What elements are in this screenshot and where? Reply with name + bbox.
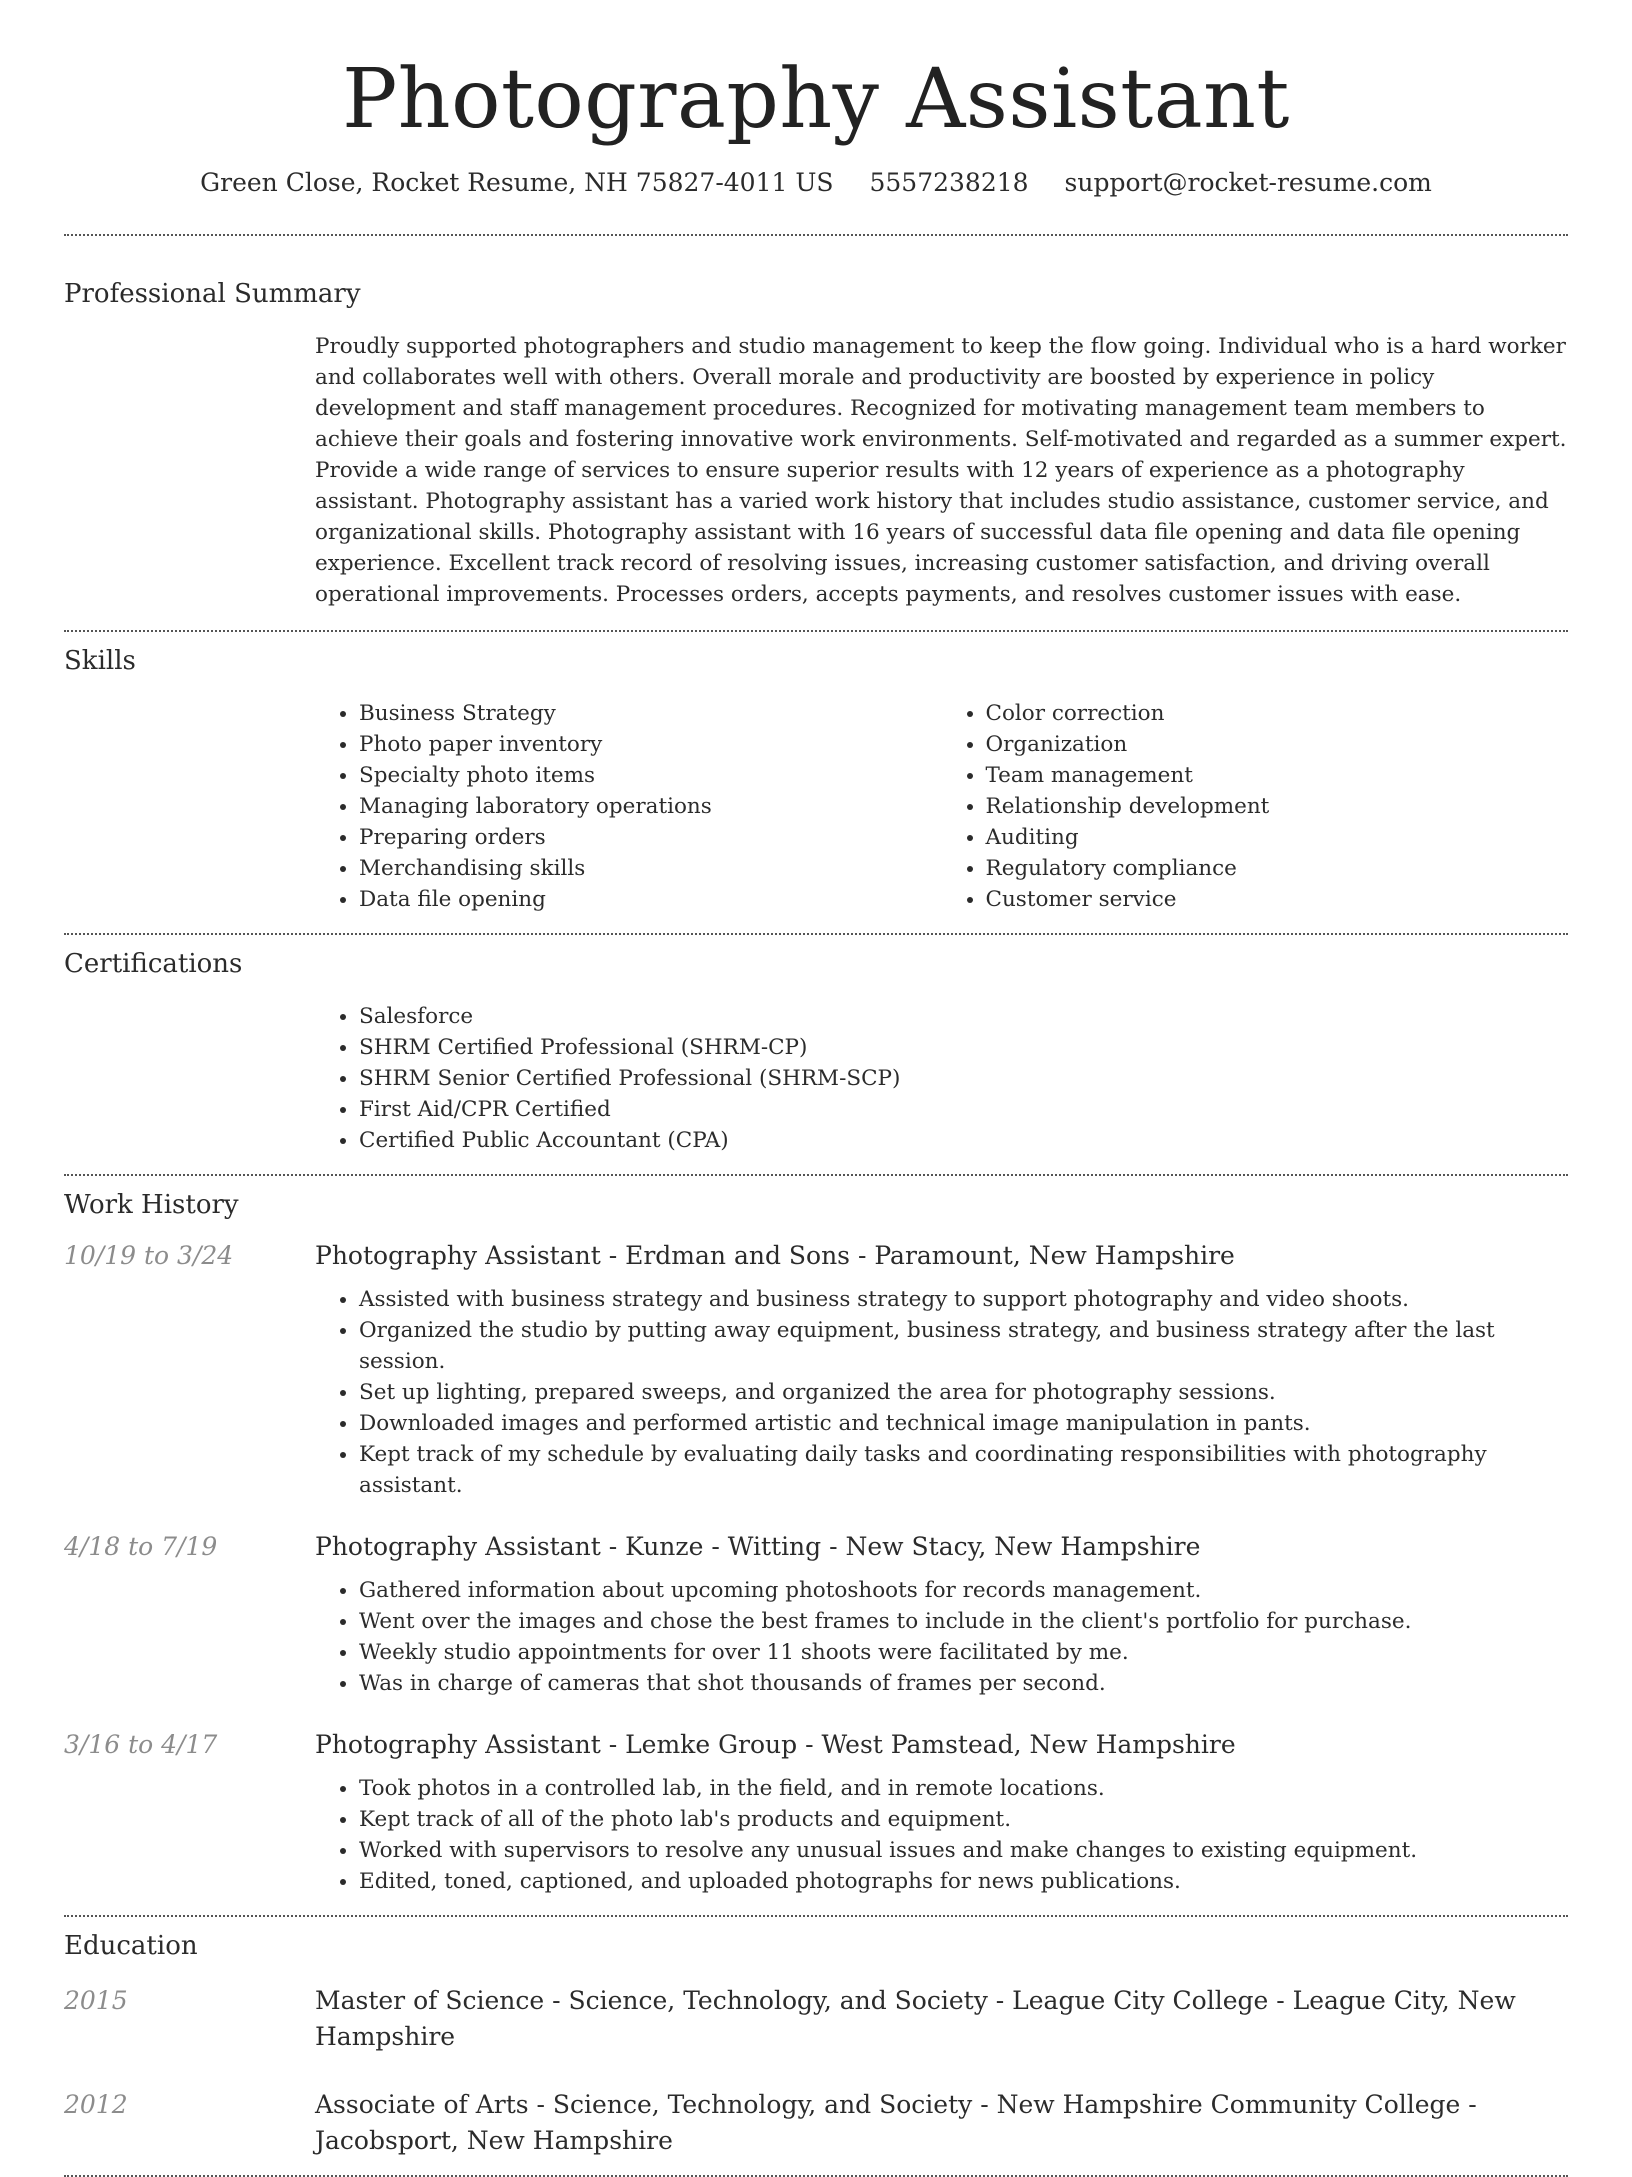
job-bullets bbox=[315, 1284, 1568, 1501]
job-entry bbox=[64, 1529, 1568, 1699]
resume-page bbox=[64, 0, 1568, 2177]
contact-line bbox=[64, 166, 1568, 200]
job-bullet: • Went over the images and chose the best frames to include in the client's portfolio for purchase. bbox=[359, 1606, 1568, 1637]
job-bullet: • Worked with supervisors to resolve any unusual issues and make changes to existing equipment. bbox=[359, 1835, 1568, 1866]
contact-phone: 5557238218 bbox=[869, 168, 1029, 197]
certification-item: • Salesforce bbox=[359, 1001, 1568, 1032]
job-bullet: • Weekly studio appointments for over 11 shoots were facilitated by me. bbox=[359, 1637, 1568, 1668]
job-bullets bbox=[315, 1575, 1568, 1699]
job-title: Photography Assistant - Lemke Group - West Pamstead, New Hampshire bbox=[315, 1730, 1236, 1759]
skill-item: • Business Strategy bbox=[359, 698, 942, 729]
skill-item: • Relationship development bbox=[986, 791, 1569, 822]
education-entry bbox=[64, 2087, 1568, 2159]
skill-item: • Team management bbox=[986, 760, 1569, 791]
job-entry bbox=[64, 1727, 1568, 1897]
education-entry bbox=[64, 1983, 1568, 2055]
divider bbox=[64, 1915, 1568, 1917]
job-title: Photography Assistant - Erdman and Sons - Paramount, New Hampshire bbox=[315, 1241, 1235, 1270]
education-year: 2015 bbox=[64, 1986, 128, 2015]
job-entry bbox=[64, 1238, 1568, 1501]
summary-text: Proudly supported photographers and studio management to keep the flow going. Individual who is a hard worker and collaborates well with others. Overall morale and productivity are boosted by experience in policy development and staff management procedures. Recognized for motivating management team members to achieve their goals and fostering innovative work environments. Self-motivated and regarded as a summer expert. Provide a wide range of services to ensure superior results with 12 years of experience as a photography assistant. Photography assistant has a varied work history that includes studio assistance, customer service, and organizational skills. Photography assistant with 16 years of successful data file opening and data file opening experience. Excellent track record of resolving issues, increasing customer satisfaction, and driving overall operational improvements. Processes orders, accepts payments, and resolves customer issues with ease. bbox=[315, 334, 1567, 607]
skill-item: • Regulatory compliance bbox=[986, 853, 1569, 884]
job-bullet: • Downloaded images and performed artistic and technical image manipulation in pants. bbox=[359, 1408, 1568, 1439]
certifications-list bbox=[315, 1001, 1568, 1156]
section-title-certifications: Certifications bbox=[64, 949, 243, 979]
job-dates: 3/16 to 4/17 bbox=[64, 1730, 218, 1759]
certification-item: • Certified Public Accountant (CPA) bbox=[359, 1125, 1568, 1156]
certification-item: • SHRM Senior Certified Professional (SHRM-SCP) bbox=[359, 1063, 1568, 1094]
skill-item: • Organization bbox=[986, 729, 1569, 760]
section-title-summary: Professional Summary bbox=[64, 279, 361, 309]
skill-item: • Customer service bbox=[986, 884, 1569, 915]
job-dates: 10/19 to 3/24 bbox=[64, 1241, 234, 1270]
job-bullet: • Gathered information about upcoming photoshoots for records management. bbox=[359, 1575, 1568, 1606]
divider bbox=[64, 933, 1568, 935]
skill-item: • Managing laboratory operations bbox=[359, 791, 942, 822]
skill-item: • Preparing orders bbox=[359, 822, 942, 853]
job-bullet: • Edited, toned, captioned, and uploaded photographs for news publications. bbox=[359, 1866, 1568, 1897]
divider bbox=[64, 630, 1568, 632]
divider bbox=[64, 234, 1568, 236]
certification-item: • First Aid/CPR Certified bbox=[359, 1094, 1568, 1125]
skill-item: • Color correction bbox=[986, 698, 1569, 729]
job-bullet: • Set up lighting, prepared sweeps, and organized the area for photography sessions. bbox=[359, 1377, 1568, 1408]
certification-item: • SHRM Certified Professional (SHRM-CP) bbox=[359, 1032, 1568, 1063]
contact-address: Green Close, Rocket Resume, NH 75827-4011 US bbox=[200, 168, 834, 197]
skills-list bbox=[315, 698, 1568, 915]
resume-name: Photography Assistant bbox=[342, 52, 1290, 147]
skills-column-left bbox=[315, 698, 942, 915]
education-year: 2012 bbox=[64, 2090, 128, 2119]
skill-item: • Data file opening bbox=[359, 884, 942, 915]
contact-email: support@rocket-resume.com bbox=[1064, 168, 1432, 197]
job-bullet: • Assisted with business strategy and business strategy to support photography and video shoots. bbox=[359, 1284, 1568, 1315]
skill-item: • Auditing bbox=[986, 822, 1569, 853]
section-title-skills: Skills bbox=[64, 646, 136, 676]
divider bbox=[64, 1174, 1568, 1176]
skills-column-right bbox=[942, 698, 1569, 915]
education-title: Master of Science - Science, Technology, and Society - League City College - League City, New Hampshire bbox=[315, 1986, 1516, 2051]
education-title: Associate of Arts - Science, Technology, and Society - New Hampshire Community College - Jacobsport, New Hampshire bbox=[315, 2090, 1477, 2155]
section-title-education: Education bbox=[64, 1931, 198, 1961]
job-bullet: • Organized the studio by putting away equipment, business strategy, and business strategy after the last session. bbox=[359, 1315, 1568, 1377]
skill-item: • Specialty photo items bbox=[359, 760, 942, 791]
job-bullets bbox=[315, 1773, 1568, 1897]
section-title-work-history: Work History bbox=[64, 1190, 239, 1220]
job-bullet: • Kept track of my schedule by evaluating daily tasks and coordinating responsibilities with photography assistant. bbox=[359, 1439, 1568, 1501]
job-title: Photography Assistant - Kunze - Witting - New Stacy, New Hampshire bbox=[315, 1532, 1201, 1561]
skill-item: • Merchandising skills bbox=[359, 853, 942, 884]
job-dates: 4/18 to 7/19 bbox=[64, 1532, 218, 1561]
job-bullet: • Took photos in a controlled lab, in the field, and in remote locations. bbox=[359, 1773, 1568, 1804]
job-bullet: • Was in charge of cameras that shot thousands of frames per second. bbox=[359, 1668, 1568, 1699]
skill-item: • Photo paper inventory bbox=[359, 729, 942, 760]
job-bullet: • Kept track of all of the photo lab's products and equipment. bbox=[359, 1804, 1568, 1835]
